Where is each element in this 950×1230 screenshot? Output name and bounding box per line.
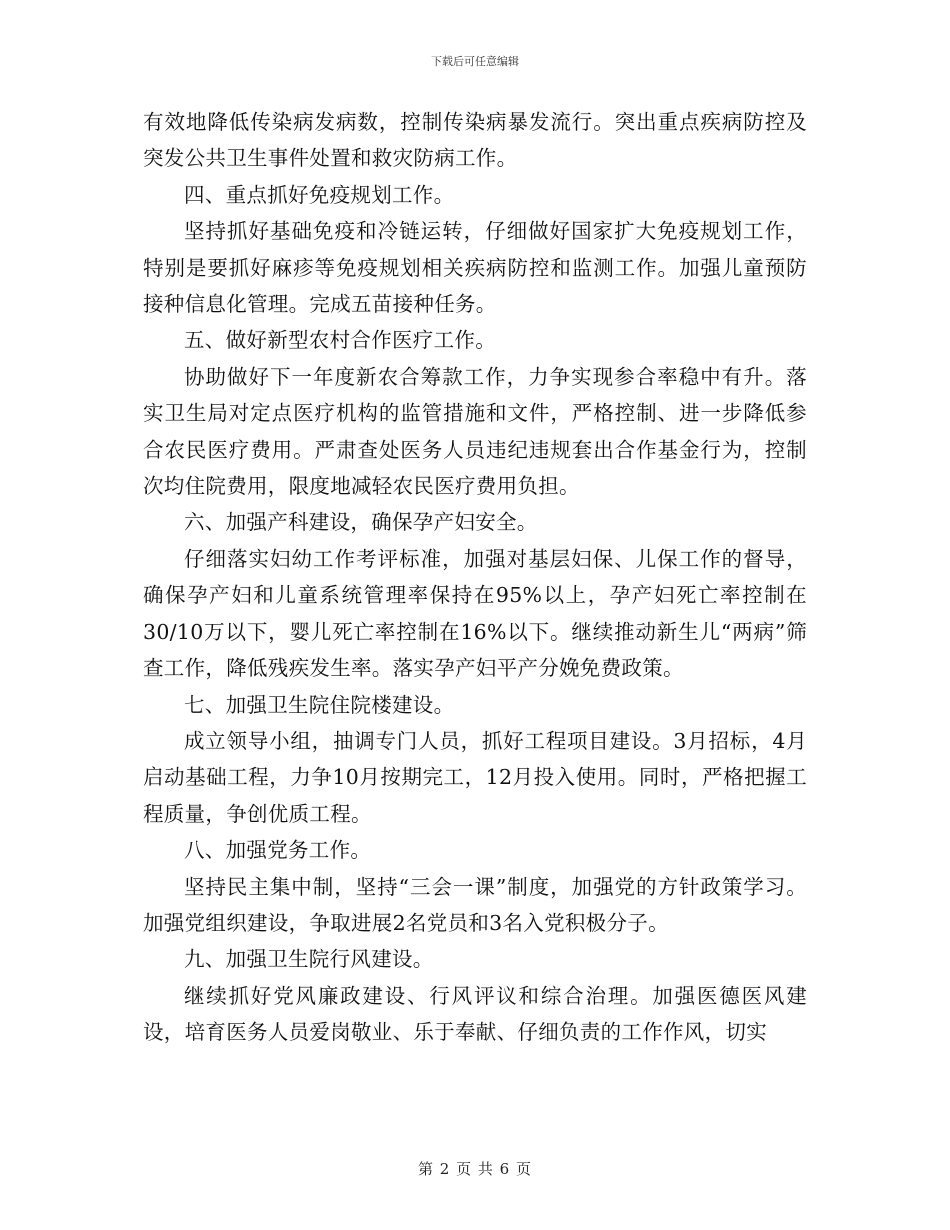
paragraph: 协助做好下一年度新农合筹款工作，力争实现参合率稳中有升。落实卫生局对定点医疗机构的监管措施和文件，严格控制、进一步降低参合农民医疗费用。严肃查处医务人员违纪违规套出合作基金行为，控制次均住院费用，限度地减轻农民医疗费用负担。 xyxy=(143,364,807,499)
document-body xyxy=(143,104,807,1051)
section-heading: 九、加强卫生院行风建设。 xyxy=(184,947,434,972)
section-heading: 七、加强卫生院住院楼建设。 xyxy=(184,692,455,717)
paragraph: 坚持民主集中制，坚持“三会一课”制度，加强党的方针政策学习。加强党组织建设，争取进展2名党员和3名入党积极分子。 xyxy=(143,874,807,935)
section-heading: 五、做好新型农村合作医疗工作。 xyxy=(184,328,496,353)
paragraph: 有效地降低传染病发病数，控制传染病暴发流行。突出重点疾病防控及突发公共卫生事件处置和救灾防病工作。 xyxy=(143,110,807,171)
paragraph: 坚持抓好基础免疫和冷链运转，仔细做好国家扩大免疫规划工作，特别是要抓好麻疹等免疫规划相关疾病防控和监测工作。加强儿童预防接种信息化管理。完成五苗接种任务。 xyxy=(143,219,807,317)
paragraph: 仔细落实妇幼工作考评标准，加强对基层妇保、儿保工作的督导，确保孕产妇和儿童系统管理率保持在95%以上，孕产妇死亡率控制在30/10万以下，婴儿死亡率控制在16%以下。继续推动新生儿“两病”筛查工作，降低残疾发生率。落实孕产妇平产分娩免费政策。 xyxy=(143,546,807,681)
section-heading: 四、重点抓好免疫规划工作。 xyxy=(184,182,455,207)
paragraph: 成立领导小组，抽调专门人员，抓好工程项目建设。3月招标，4月启动基础工程，力争10月按期完工，12月投入使用。同时，严格把握工程质量，争创优质工程。 xyxy=(143,728,807,826)
section-heading: 六、加强产科建设，确保孕产妇安全。 xyxy=(184,510,538,535)
paragraph: 继续抓好党风廉政建设、行风评议和综合治理。加强医德医风建设，培育医务人员爱岗敬业、乐于奉献、仔细负责的工作作风，切实 xyxy=(143,983,807,1045)
section-heading: 八、加强党务工作。 xyxy=(184,838,372,863)
header-note: 下载后可任意编辑 xyxy=(431,55,519,68)
page-number: 第 2 页 共 6 页 xyxy=(418,1160,532,1178)
